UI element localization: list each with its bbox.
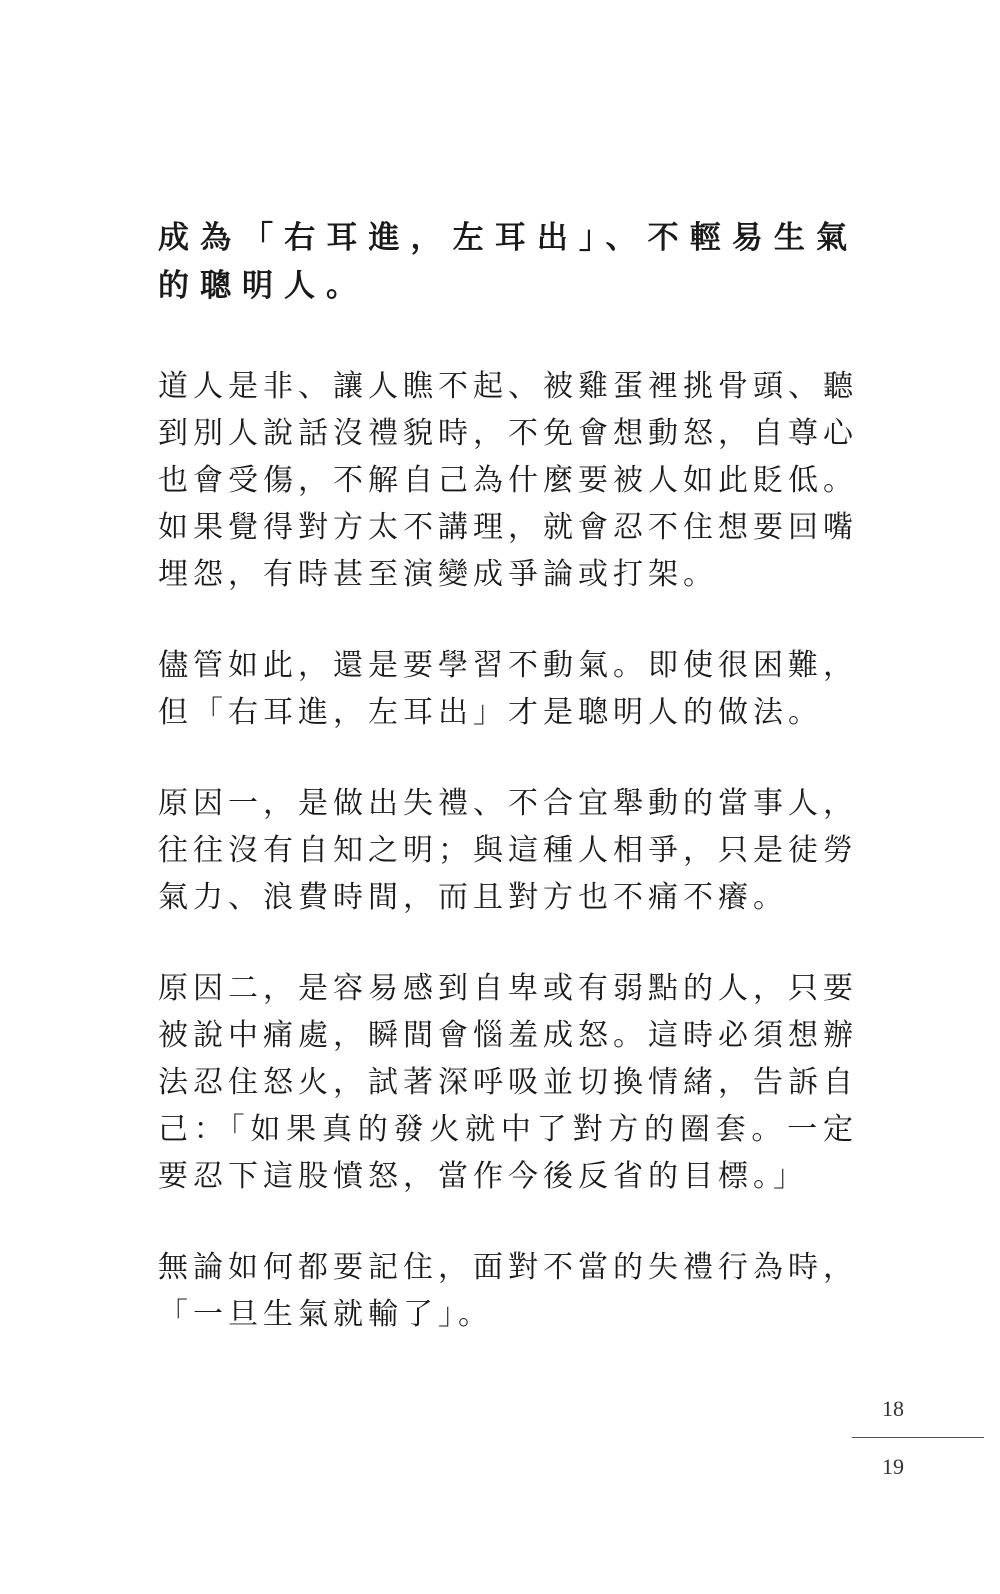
paragraph: 道人是非、讓人瞧不起、被雞蛋裡挑骨頭、聽到別人說話沒禮貌時，不免會想動怒，自尊心也會受傷，不解自己為什麼要被人如此貶低。如果覺得對方太不講理，就會忍不住想要回嘴埋怨，有時甚至演變成爭論或打架。 [158, 369, 858, 592]
paragraph: 原因一，是做出失禮、不合宜舉動的當事人，往往沒有自知之明；與這種人相爭，只是徒勞氣力、浪費時間，而且對方也不痛不癢。 [158, 786, 858, 915]
page-number-left: 18 [882, 1396, 904, 1421]
body-text [158, 363, 858, 1382]
page-number-right: 19 [882, 1454, 904, 1479]
paragraph: 儘管如此，還是要學習不動氣。即使很困難，但「右耳進，左耳出」才是聰明人的做法。 [158, 648, 858, 730]
paragraph: 原因二，是容易感到自卑或有弱點的人，只要被說中痛處，瞬間會惱羞成怒。這時必須想辦法忍住怒火，試著深呼吸並切換情緒，告訴自己：「如果真的發火就中了對方的圈套。一定要忍下這股憤怒，當作今後反省的目標。」 [158, 971, 858, 1194]
chapter-heading: 成為「右耳進，左耳出」、不輕易生氣的聰明人。 [158, 220, 858, 304]
page-folio [852, 1394, 984, 1482]
folio-divider [852, 1437, 984, 1438]
paragraph: 無論如何都要記住，面對不當的失禮行為時，「一旦生氣就輸了」。 [158, 1250, 858, 1332]
